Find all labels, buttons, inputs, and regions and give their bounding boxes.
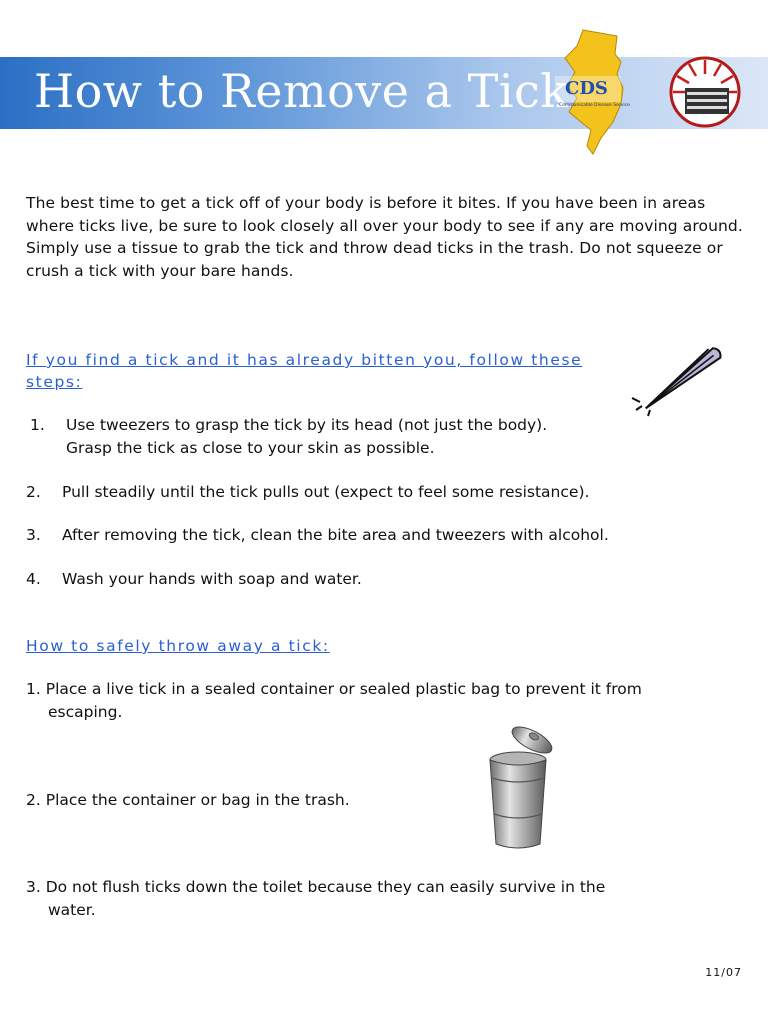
step-text-continued: Grasp the tick as close to your skin as possible.: [66, 438, 435, 457]
removal-step-2: [26, 481, 589, 504]
svg-text:Communicable Disease Service: Communicable Disease Service: [559, 103, 630, 108]
intro-paragraph: The best time to get a tick off of your body is before it bites. If you have been in areas where ticks live, be sure to look closely all over your body to see if any are moving around. Simply use a tissue to grab the tick and throw dead ticks in the trash. Do not squeeze or crush a tick with your bare hands.: [26, 194, 743, 280]
step-text-continued: escaping.: [48, 702, 123, 721]
step-text-continued: water.: [48, 900, 96, 919]
removal-step-3: [26, 524, 609, 547]
disposal-heading: How to safely throw away a tick:: [26, 637, 330, 655]
step-text: Pull steadily until the tick pulls out (expect to feel some resistance).: [62, 483, 590, 501]
cds-logo: [555, 76, 630, 108]
removal-step-1: [30, 414, 547, 459]
disposal-step-3: [26, 876, 726, 921]
removal-heading-line2: steps:: [26, 373, 83, 391]
footer-date: 11/07: [705, 966, 742, 979]
tweezers-icon: [626, 336, 738, 424]
page-title: How to Remove a Tick: [34, 64, 569, 118]
svg-text:CDS: CDS: [565, 78, 608, 99]
health-department-seal-icon: [671, 58, 739, 126]
step-text: Wash your hands with soap and water.: [62, 570, 362, 588]
trash-can-icon: [480, 718, 560, 852]
removal-heading: [26, 349, 582, 393]
header-logos: [555, 28, 765, 158]
step-number: 3.: [26, 526, 41, 544]
removal-step-4: [26, 568, 362, 591]
step-number: 4.: [26, 570, 41, 588]
step-number: 1.: [30, 416, 45, 434]
step-text: After removing the tick, clean the bite area and tweezers with alcohol.: [62, 526, 609, 544]
disposal-step-2: [26, 789, 726, 812]
disposal-step-1: [26, 678, 726, 723]
step-number: 2.: [26, 483, 41, 501]
removal-heading-line1: If you find a tick and it has already bitten you, follow these: [26, 351, 583, 369]
step-text: 2. Place the container or bag in the trash.: [26, 791, 350, 809]
step-text: 3. Do not flush ticks down the toilet because they can easily survive in the: [26, 878, 606, 896]
step-text: Use tweezers to grasp the tick by its head (not just the body).: [66, 416, 548, 434]
step-text: 1. Place a live tick in a sealed container or sealed plastic bag to prevent it from: [26, 680, 642, 698]
